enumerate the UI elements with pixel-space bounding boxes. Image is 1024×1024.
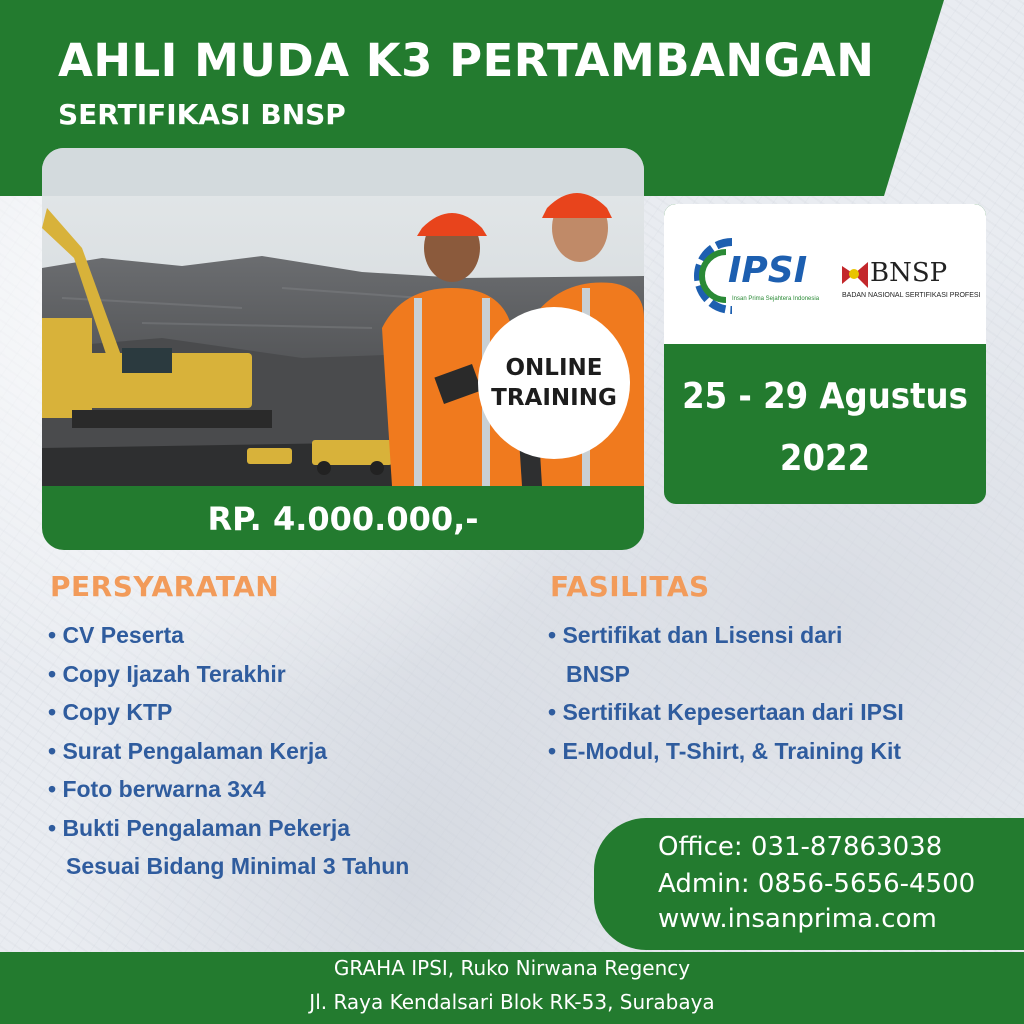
address-line-1: GRAHA IPSI, Ruko Nirwana Regency — [333, 956, 691, 980]
list-item: • Copy Ijazah Terakhir — [48, 660, 286, 687]
list-item: • Sertifikat Kepesertaan dari IPSI — [548, 699, 904, 725]
list-item: • Sertifikat dan Lisensi dari — [548, 622, 843, 648]
schedule-card — [664, 204, 986, 504]
admin-phone: Admin: 0856-5656-4500 — [658, 869, 976, 899]
training-year: 2022 — [779, 438, 871, 479]
list-item: • Surat Pengalaman Kerja — [48, 737, 328, 764]
list-item: • CV Peserta — [48, 622, 184, 648]
list-item-continuation: Sesuai Bidang Minimal 3 Tahun — [66, 853, 410, 879]
badge-line-1: ONLINE — [505, 355, 603, 381]
facilities-list — [548, 616, 904, 770]
list-item: • Bukti Pengalaman Pekerja — [48, 814, 351, 841]
requirements-heading: PERSYARATAN — [50, 570, 280, 603]
website-link[interactable]: www.insanprima.com — [658, 904, 937, 934]
bnsp-wordmark: BNSP — [870, 258, 948, 288]
list-item: • E-Modul, T-Shirt, & Training Kit — [548, 737, 902, 764]
page-subtitle: SERTIFIKASI BNSP — [58, 98, 346, 131]
contact-box — [594, 818, 1024, 950]
requirements-list — [48, 616, 409, 886]
ipsi-tagline: Insan Prima Sejahtera Indonesia — [732, 296, 820, 302]
ipsi-wordmark: IPSI — [728, 250, 808, 291]
list-item: • Foto berwarna 3x4 — [48, 776, 266, 802]
ipsi-logo — [692, 232, 832, 312]
training-date-range: 25 - 29 Agustus — [682, 376, 968, 417]
list-item: • Copy KTP — [48, 699, 173, 725]
bnsp-logo — [840, 256, 981, 306]
office-phone: Office: 031-87863038 — [658, 832, 943, 862]
address-footer — [0, 952, 1024, 1024]
bnsp-tagline: BADAN NASIONAL SERTIFIKASI PROFESI — [842, 292, 981, 299]
online-training-badge — [478, 307, 630, 459]
badge-line-2: TRAINING — [491, 385, 617, 411]
partner-logos — [664, 204, 986, 344]
address-line-2: Jl. Raya Kendalsari Blok RK-53, Surabaya — [309, 990, 715, 1014]
list-item-continuation: BNSP — [566, 660, 630, 687]
page-title: AHLI MUDA K3 PERTAMBANGAN — [58, 34, 875, 87]
facilities-heading: FASILITAS — [550, 570, 710, 603]
price-label: RP. 4.000.000,- — [207, 500, 479, 538]
